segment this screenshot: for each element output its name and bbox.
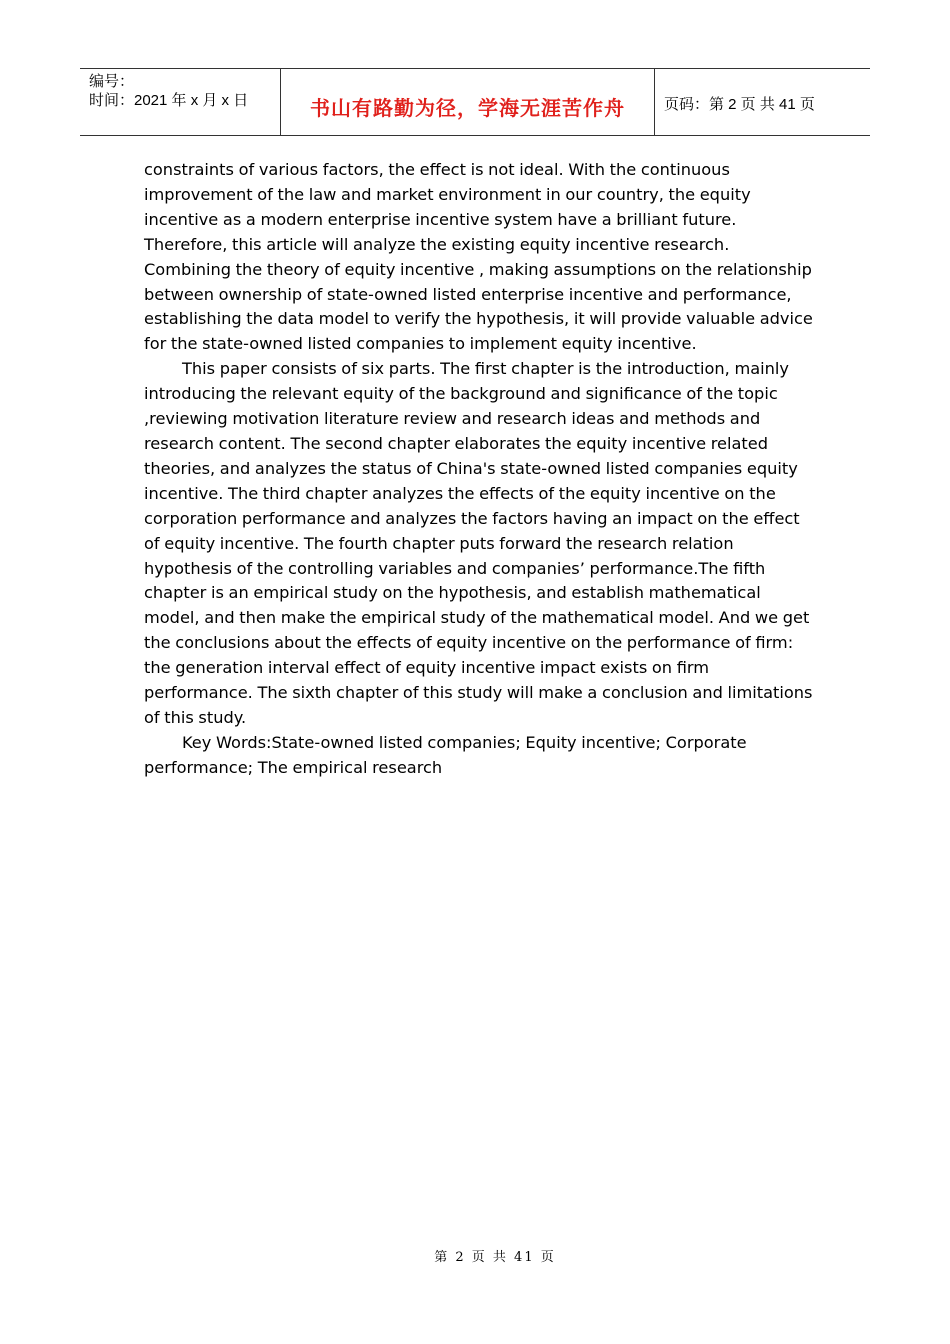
document-body	[144, 158, 814, 781]
keywords-paragraph: Key Words:State-owned listed companies; Equity incentive; Corporate performance; The empirical research	[144, 732, 747, 777]
body-paragraph: This paper consists of six parts. The first chapter is the introduction, mainly introducing the relevant equity of the background and significance of the topic ,reviewing motivation literature review and research ideas and methods and research content. The second chapter elaborates the equity incentive related theories, and analyzes the status of China's state-owned listed companies equity incentive. The third chapter analyzes the effects of the equity incentive on the corporation performance and analyzes the factors having an impact on the effect of equity incentive. The fourth chapter puts forward the research relation hypothesis of the controlling variables and companies’ performance.The fifth chapter is an empirical study on the hypothesis, and establish mathematical model, and then make the empirical study of the mathematical model. And we get the conclusions about the effects of equity incentive on the performance of firm: the generation interval effect of equity incentive impact exists on firm performance. The sixth chapter of this study will make a conclusion and limitations of this study.	[144, 359, 813, 727]
document-date-label: 时间：2021 年 x 月 x 日	[89, 92, 249, 109]
header-page-info: 页码：第 2 页 共 41 页	[664, 96, 815, 113]
header-meta-cell	[80, 69, 281, 135]
page-footer: 第 2 页 共 41 页	[434, 1250, 556, 1265]
body-paragraph: constraints of various factors, the effect is not ideal. With the continuous improvement of the law and market environment in our country, the equity incentive as a modern enterprise incentive system have a brilliant future. Therefore, this article will analyze the existing equity incentive research. Combining the theory of equity incentive , making assumptions on the relationship between ownership of state-owned listed enterprise incentive and performance, establishing the data model to verify the hypothesis, it will provide valuable advice for the state-owned listed companies to implement equity incentive.	[144, 160, 813, 354]
page-header	[80, 68, 870, 136]
document-number-label: 编号：	[89, 73, 135, 90]
header-motto: 书山有路勤为径，学海无涯苦作舟	[281, 69, 655, 135]
